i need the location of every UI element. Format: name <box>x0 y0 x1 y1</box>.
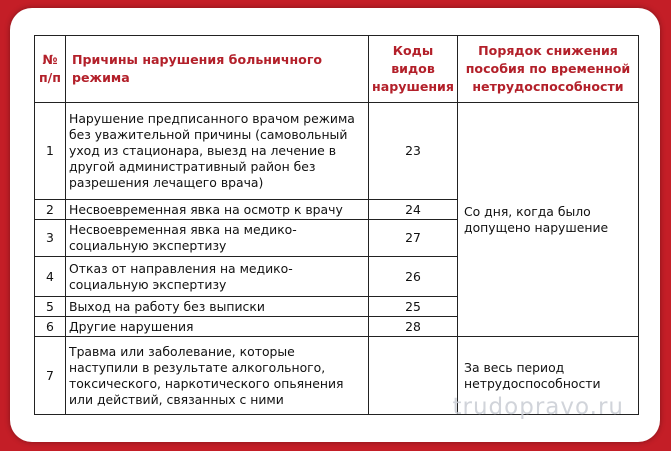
reduction-cell-group-1: Со дня, когда было допущено нарушение <box>458 103 639 337</box>
reduction-cell-group-2: За весь период нетрудоспособности <box>458 337 639 415</box>
row-code: 26 <box>369 257 458 297</box>
table-header-row <box>35 36 639 103</box>
row-number: 1 <box>35 103 66 200</box>
row-code: 27 <box>369 220 458 257</box>
row-reason: Отказ от направления на медико-социальную экспертизу <box>66 257 369 297</box>
row-code <box>369 337 458 415</box>
document-sheet <box>10 8 660 442</box>
row-reason: Нарушение предписанного врачом режима без уважительной причины (самовольный уход из стационара, выезд на лечение в другой административный район без разрешения лечащего врача) <box>66 103 369 200</box>
row-code: 25 <box>369 297 458 317</box>
violations-table <box>34 35 639 415</box>
header-number: № п/п <box>35 36 66 103</box>
row-number: 6 <box>35 317 66 337</box>
row-code: 24 <box>369 200 458 220</box>
row-number: 3 <box>35 220 66 257</box>
row-number: 7 <box>35 337 66 415</box>
row-number: 4 <box>35 257 66 297</box>
header-reduction: Порядок снижения пособия по временной нетрудоспособности <box>458 36 639 103</box>
row-number: 5 <box>35 297 66 317</box>
watermark: trudopravo.ru <box>452 394 624 420</box>
row-number: 2 <box>35 200 66 220</box>
row-reason: Несвоевременная явка на медико-социальную экспертизу <box>66 220 369 257</box>
table-row <box>35 103 639 200</box>
header-codes: Коды видов нарушения <box>369 36 458 103</box>
row-reason: Выход на работу без выписки <box>66 297 369 317</box>
row-reason: Другие нарушения <box>66 317 369 337</box>
row-reason: Несвоевременная явка на осмотр к врачу <box>66 200 369 220</box>
row-code: 23 <box>369 103 458 200</box>
header-reasons: Причины нарушения больничного режима <box>66 36 369 103</box>
row-code: 28 <box>369 317 458 337</box>
row-reason: Травма или заболевание, которые наступили в результате алкогольного, токсического, наркотического опьянения или действий, связанных с ними <box>66 337 369 415</box>
